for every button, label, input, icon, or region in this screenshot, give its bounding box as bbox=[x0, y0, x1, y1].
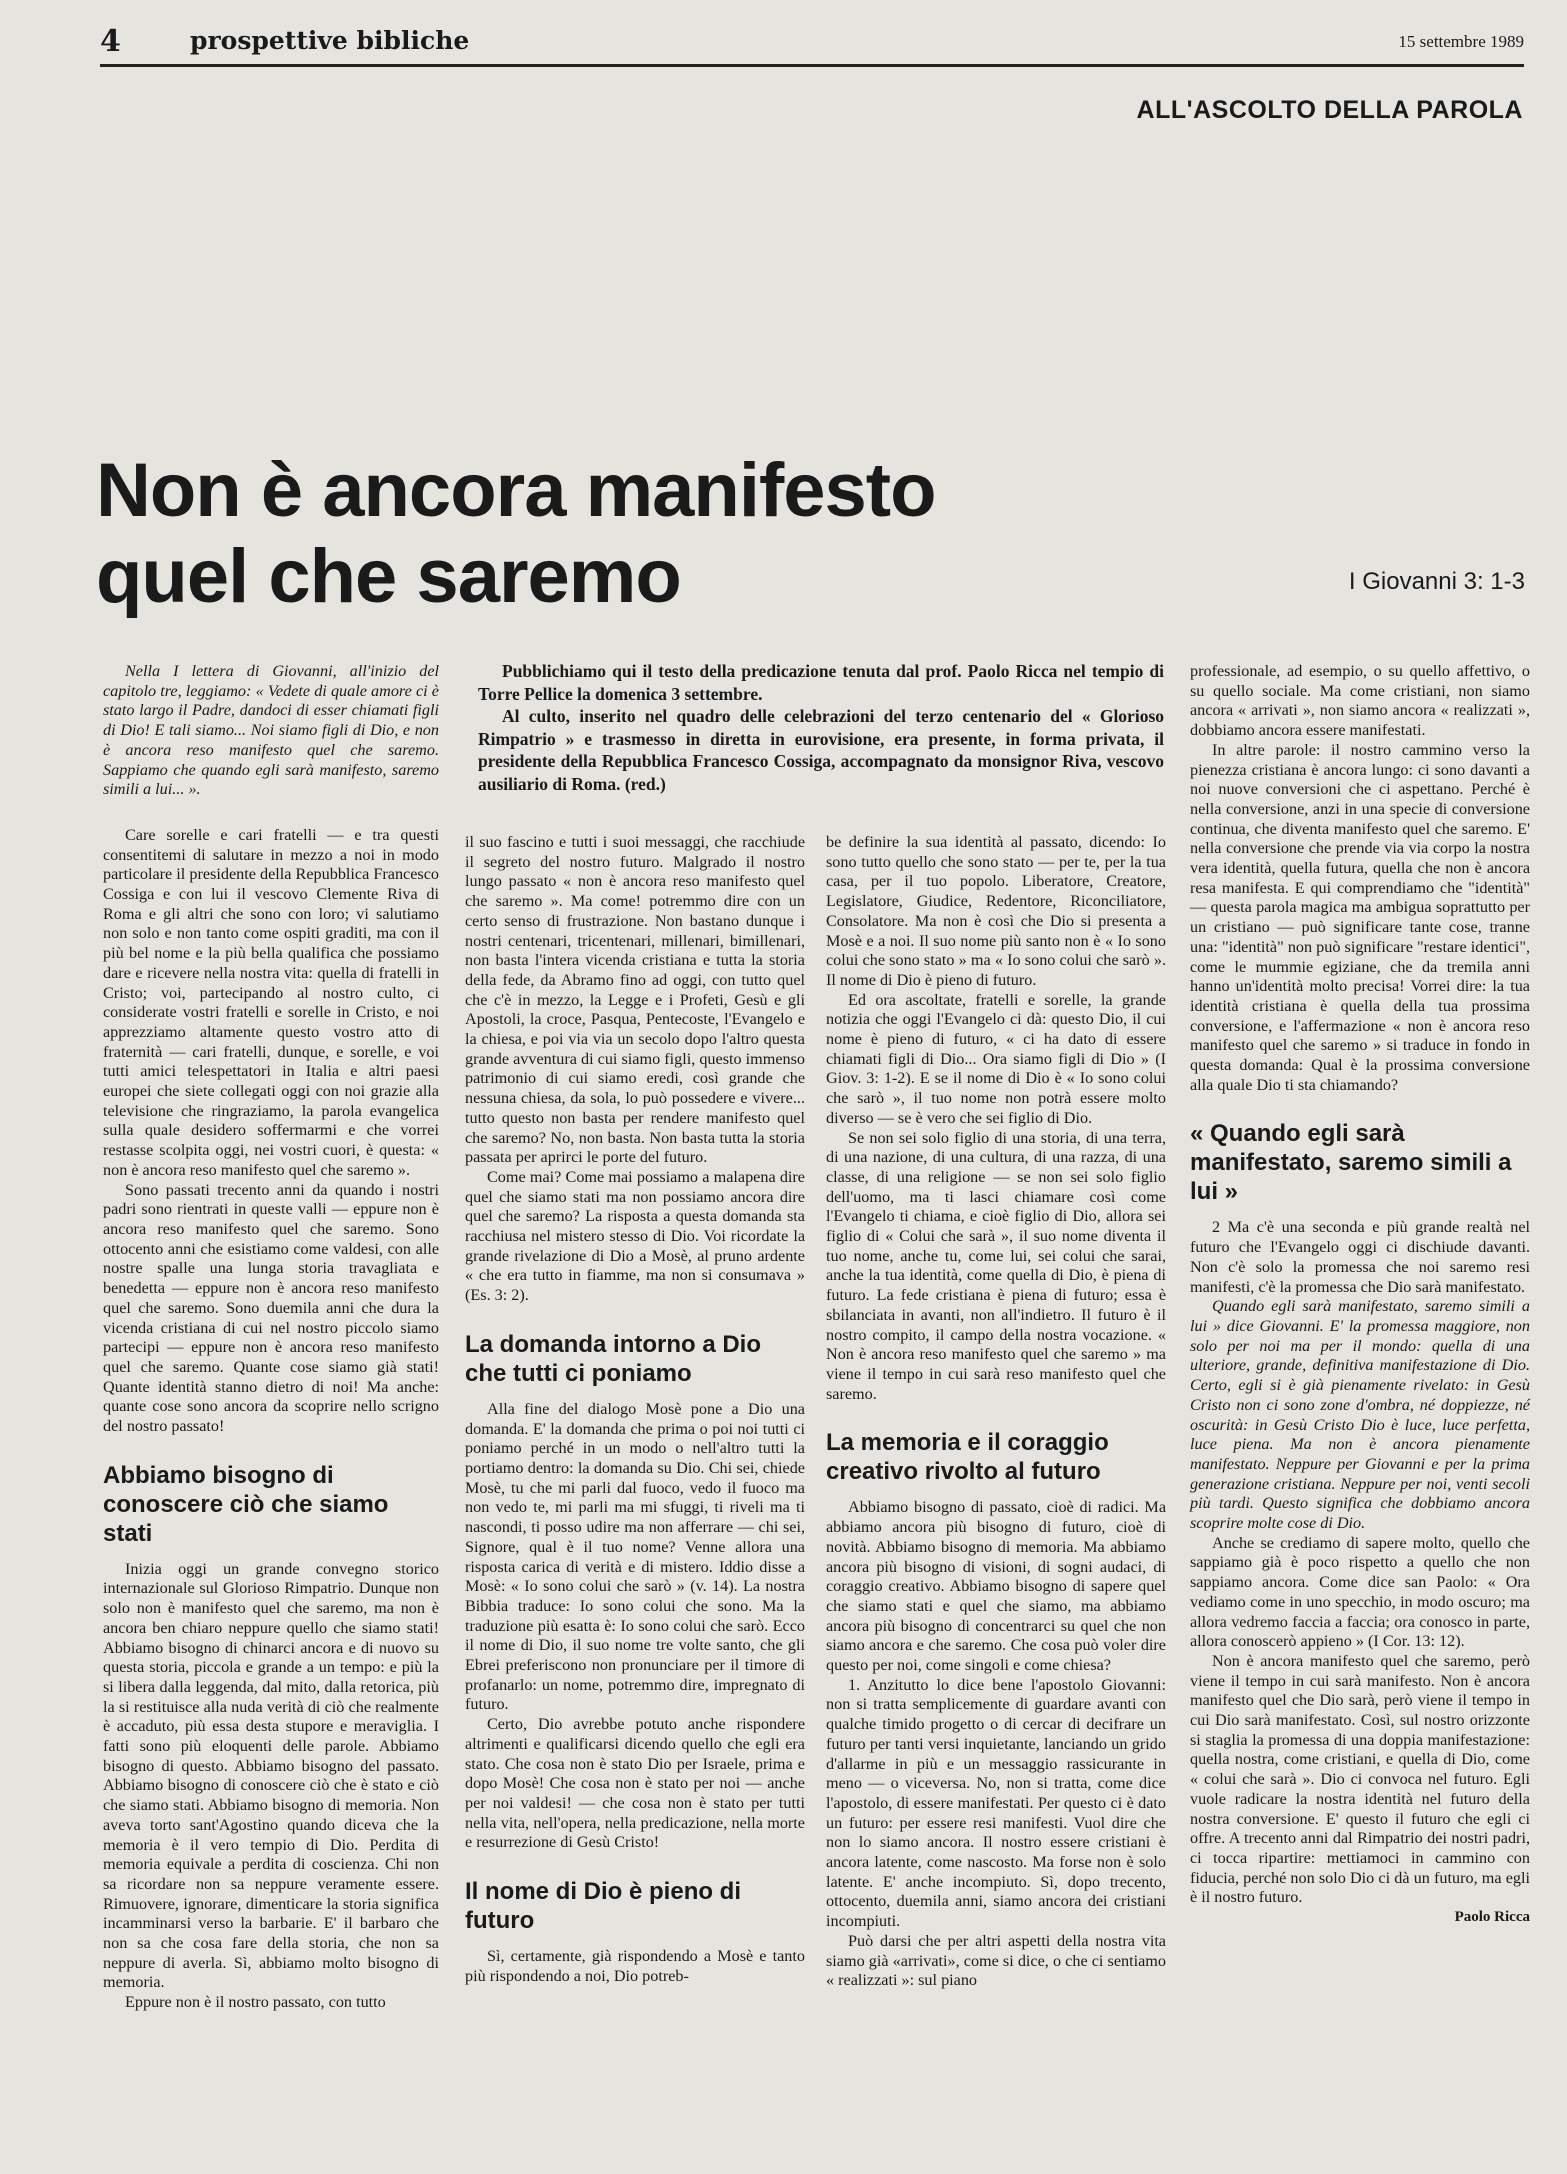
column-1 bbox=[103, 662, 439, 2013]
body-paragraph: Inizia oggi un grande convegno storico internazionale sul Glorioso Rimpatrio. Dunque non solo non è manifesto quel che saremo, ma non è ancora ben chiaro neppure quello che siamo stati! Abbiamo bisogno di chinarci ancora e di nuovo su questa storia, piccola e grande a un tempo: e più la si libera dalla leggenda, dal mito, dalla retorica, più la si restituisce alla nuda verità di ciò che realmente è accaduto, più essa desta stupore e meraviglia. I fatti sono più eloquenti delle parole. Abbiamo bisogno di questo. Abbiamo bisogno del passato. Abbiamo bisogno di conoscere ciò che è stato e ciò che siamo stati. Abbiamo bisogno di memoria. Non aveva torto sant'Agostino quando diceva che la memoria è il vero tempio di Dio. Perdita di memoria equivale a perdita di coscienza. Chi non sa ricordare non sa neppure veramente essere. Rimuovere, ignorare, dimenticare la storia significa incamminarsi verso la barbarie. E' il barbaro che non sa che cosa fare della storia, che non sa neppure di averla. Sì, abbiamo molto bisogno di memoria. bbox=[103, 1559, 439, 1992]
subheading: La memoria e il coraggio creativo rivolto al futuro bbox=[826, 1429, 1109, 1486]
body-paragraph: Anche se crediamo di sapere molto, quello che sappiamo già è poco rispetto a quello che non sappiamo ancora. Come dice san Paolo: « Ora vediamo come in uno specchio, in modo oscuro; ma allora vedremo faccia a faccia; ora conosco in parte, allora conoscerò appieno » (I Cor. 13: 12). bbox=[1190, 1533, 1530, 1651]
magazine-name: prospettive bibliche bbox=[190, 26, 470, 55]
body-paragraph: il suo fascino e tutti i suoi messaggi, che racchiude il segreto del nostro futuro. Malgrado il nostro lungo passato « non è ancora reso manifesto quel che saremo ». Ma come! potremmo dire con un certo senso di frustrazione. Non bastano dunque i nostri centenari, tricentenari, millenari, bimillenari, non basta l'intera vicenda cristiana e tutta la storia della fede, da Abramo fino ad oggi, con tutto quel che c'è in mezzo, la Legge e i Profeti, Gesù e gli Apostoli, la croce, Pasqua, Pentecoste, l'Evangelo e la chiesa, e poi via via un secolo dopo l'altro questa grande avventura di cui siamo figli, questo immenso patrimonio di cui siamo eredi, così grande che nessuna chiesa, da sola, lo può possedere e vivere... tutto questo non basta per rendere manifesto quel che saremo? No, non basta. Non basta tutta la storia passata per aprirci le porte del futuro. bbox=[465, 833, 805, 1167]
body-paragraph: Sono passati trecento anni da quando i nostri padri sono rientrati in queste valli — eppure non è ancora reso manifesto quel che saremo. Sono ottocento anni che esistiamo come valdesi, con alle nostre spalle una lunga storia travagliata e benedetta — eppure non è ancora reso manifesto quel che saremo. Sono duemila anni che dura la vicenda cristiana di cui nel nostro piccolo siamo partecipi — eppure non è ancora reso manifesto quel che saremo. Quante cose siamo già stati! Quante identità stanno dietro di noi! Ma anche: quante cose sono ancora da scoprire nello scrigno del nostro passato! bbox=[103, 1180, 439, 1436]
body-paragraph: Come mai? Come mai possiamo a malapena dire quel che siamo stati ma non possiamo ancora dire quel che saremo? La risposta a questa domanda sta racchiusa nel mistero stesso di Dio. Voi ricordate la grande rivelazione di Dio a Mosè, al pruno ardente « che era tutto in fiamme, ma non si consumava » (Es. 3: 2). bbox=[465, 1167, 805, 1305]
body-paragraph: be definire la sua identità al passato, dicendo: Io sono tutto quello che sono stato — per te, per la tua casa, per il tuo popolo. Liberatore, Creatore, Legislatore, Giudice, Redentore, Riconciliatore, Consolatore. Ma non è così che Dio si presenta a Mosè e a noi. Il suo nome più santo non è « Io sono colui che sono stato » ma « Io sono colui che sarò ». Il nome di Dio è pieno di futuro. bbox=[826, 833, 1166, 989]
subheading: Abbiamo bisogno di conoscere ciò che siamo stati bbox=[103, 1461, 389, 1547]
body-paragraph: 2 Ma c'è una seconda e più grande realtà nel futuro che l'Evangelo oggi ci dischiude davanti. Non c'è solo la promessa che noi saremo resi manifesti, c'è la promessa che Dio sarà manifestato. bbox=[1190, 1218, 1530, 1296]
intro-quote: Nella I lettera di Giovanni, all'inizio del capitolo tre, leggiamo: « Vedete di quale amore ci è stato largo il Padre, dandoci di esser chiamati figli di Dio! E tali siamo... Noi siamo figli di Dio, e non è ancora reso manifesto quel che saremo. Sappiamo che quando egli sarà manifesto, saremo simili a lui... ». bbox=[103, 662, 439, 799]
title-line-1: Non è ancora manifesto bbox=[96, 448, 936, 533]
subheading: La domanda intorno a Dio che tutti ci poniamo bbox=[465, 1330, 762, 1387]
page-header bbox=[100, 24, 1524, 64]
subheading: Il nome di Dio è pieno di futuro bbox=[465, 1878, 742, 1935]
body-paragraph: In altre parole: il nostro cammino verso la pienezza cristiana è ancora lungo: ci sono davanti a noi nuove conversioni che ci aspettano. Perché è nella conversione, anzi in una specie di conversione continua, che diventa manifesto quel che saremo. E' nella conversione che prende via via corpo la nostra vera identità, quella futura, quella che non è ancora resa manifesta. E qui comprendiamo che "identità" — questa parola magica ma ambigua soprattutto per un cristiano — può significare tante cose, tranne una: "identità" non può significare "restare identici", come le mummie egiziane, che da tremila anni hanno un'identità molto precisa! Vorrei dire: la tua identità cristiana è quella della tua prossima conversione, e l'affermazione « non è ancora reso manifesto quel che saremo » si traduce in fondo in questa domanda: Qual è la prossima conversione alla quale Dio ti sta chiamando? bbox=[1190, 740, 1530, 1094]
body-paragraph: Certo, Dio avrebbe potuto anche rispondere altrimenti e qualificarsi dicendo quello che egli era stato. Che cosa non è stato Dio per Israele, prima e dopo Mosè! Che cosa non è stato per noi — anche per noi valdesi! — che cosa non è stato per tutti nella vita, nell'opera, nella predicazione, nella morte e resurrezione di Gesù Cristo! bbox=[465, 1715, 805, 1852]
section-label: ALL'ASCOLTO DELLA PAROLA bbox=[1136, 96, 1523, 124]
body-paragraph: Eppure non è il nostro passato, con tutto bbox=[125, 1993, 386, 2012]
author-signature: Paolo Ricca bbox=[1454, 1909, 1530, 1926]
header-rule bbox=[100, 64, 1524, 67]
body-paragraph: 1. Anzitutto lo dice bene l'apostolo Giovanni: non si tratta semplicemente di guardare avanti con qualche timido progetto o di cercar di decifrare un futuro per tanti versi inquietante, lanciando un grido d'allarme in più e un messaggio rassicurante in meno — o viceversa. No, non si tratta, come dice l'apostolo, di essere manifestati. Per questo ci è dato un futuro: per essere resi manifesti. Vuol dire che non lo siamo ancora. Il nostro essere cristiani è ancora latente, come nascosto. Ma forse non è solo latente. E' anche incompiuto. Sì, dopo trecento, ottocento, duemila anni, siamo ancora dei cristiani incompiuti. bbox=[826, 1675, 1166, 1931]
lead-paragraph: Pubblichiamo qui il testo della predicazione tenuta dal prof. Paolo Ricca nel tempio di Torre Pellice la domenica 3 settembre. bbox=[478, 661, 1164, 704]
article-title bbox=[96, 448, 936, 620]
page-number: 4 bbox=[100, 24, 121, 59]
body-paragraph: Se non sei solo figlio di una storia, di una terra, di una nazione, di una cultura, di una razza, di una classe, di una religione — se non sei solo figlio dell'uomo, ma ti lasci chiamare così come l'Evangelo ti chiama, e cioè figlio di Dio, allora sei figlio di « Colui che sarà », il suo nome diventa il tuo nome, anche tu, come lui, sei colui che sarai, anche la tua identità, come quella di Dio, è piena di futuro. La fede cristiana è piena di futuro; essa è sbilanciata in avanti, non all'indietro. Il futuro è il nostro compito, il campo della nostra vocazione. « Non è ancora reso manifesto quel che saremo » ma viene il tempo in cui sarà reso manifesto quel che saremo. bbox=[826, 1128, 1166, 1403]
body-paragraph: Care sorelle e cari fratelli — e tra questi consentitemi di salutare in mezzo a noi in modo particolare il presidente della Repubblica Francesco Cossiga e con lui il vescovo Clemente Riva di Roma e gli altri che sono con loro; vi salutiamo non solo e non tanto come ospiti graditi, ma con il più bel nome e la più bella qualifica che possiamo dare e ricevere nella nostra vita: quella di fratelli in Cristo; voi, partecipando al nostro culto, ci considerate vostri fratelli e sorelle in Cristo, e noi apprezziamo altamente questo vostro atto di fraternità — cari fratelli, dunque, e sorelle, e voi tutti amici telespettatori in Italia e altri paesi europei che siete collegati oggi con noi grazie alla televisione che ringraziamo, la parola evangelica sulla quale desidero soffermarmi e che vorrei restasse scolpita oggi, nei vostri cuori, è questa: « non è ancora reso manifesto quel che saremo ». bbox=[103, 825, 439, 1179]
body-paragraph: Quando egli sarà manifestato, saremo simili a lui » dice Giovanni. E' la promessa maggiore, non solo per noi ma per il mondo: quella di una ulteriore, grande, definitiva manifestazione di Dio. Certo, egli si è già pienamente rivelato: in Gesù Cristo non ci sono zone d'ombra, né doppiezze, né oscurità: in Gesù Cristo Dio è luce, luce perfetta, luce piena. Ma non è ancora pienamente manifestato. Neppure per Giovanni e per la prima generazione cristiana. Neppure per noi, venti secoli più tardi. Questo significa che dobbiamo ancora scoprire molte cose di Dio. bbox=[1190, 1297, 1530, 1533]
body-paragraph: Non è ancora manifesto quel che saremo, però viene il tempo in cui sarà manifesto. Non è ancora manifesto quel che Dio sarà, però viene il tempo in cui Dio sarà manifestato. Così, sul nostro orizzonte si staglia la promessa di una doppia manifestazione: quella nostra, come cristiani, e quella di Dio, come « colui che sarà ». Dio ci convoca nel futuro. Egli vuole radicare la nostra identità nel futuro della nostra conversione. E' questo il futuro che egli ci offre. A trecento anni dal Rimpatrio dei nostri padri, ci tocca ripartire: mettiamoci in cammino con fiducia, perché non solo Dio ci dà un futuro, ma egli è il nostro futuro. bbox=[1190, 1651, 1530, 1907]
lead-paragraph: Al culto, inserito nel quadro delle celebrazioni del terzo centenario del « Glorioso Rimpatrio » e trasmesso in diretta in eurovisione, era presente, in forma privata, il presidente della Repubblica Francesco Cossiga, accompagnato da monsignor Riva, vescovo ausiliario di Roma. (red.) bbox=[478, 706, 1164, 794]
body-paragraph: Può darsi che per altri aspetti della nostra vita siamo già «arrivati», come si dice, o che ci sentiamo « realizzati »: sul piano bbox=[826, 1931, 1166, 1990]
editorial-lead bbox=[478, 660, 1164, 796]
column-4 bbox=[1190, 662, 1530, 1928]
subheading: « Quando egli sarà manifestato, saremo simili a lui » bbox=[1190, 1120, 1512, 1206]
title-line-2: quel che saremo bbox=[96, 534, 681, 619]
body-paragraph: professionale, ad esempio, o su quello affettivo, o su quello sociale. Ma come cristiani, non siamo ancora « arrivati », non siamo ancora « realizzati », dobbiamo ancora essere manifestati. bbox=[1190, 662, 1530, 740]
scripture-reference: I Giovanni 3: 1-3 bbox=[1348, 568, 1525, 595]
body-paragraph: Sì, certamente, già rispondendo a Mosè e tanto più rispondendo a noi, Dio potreb- bbox=[465, 1947, 805, 1985]
body-paragraph: Alla fine del dialogo Mosè pone a Dio una domanda. E' la domanda che prima o poi noi tutti ci poniamo perché in un modo o nell'altro tutti la portiamo dentro: la domanda su Dio. Chi sei, chiede Mosè, tu che mi parli dal fuoco, vedo il fuoco ma non vedo te, mi parli ma mi sfuggi, ti riveli ma ti nascondi, ti posso udire ma non afferrare — chi sei, Signore, qual è il tuo nome? Venne allora una risposta carica di verità e di mistero. Iddio disse a Mosè: « Io sono colui che sarò » (v. 14). La nostra Bibbia traduce: Io sono colui che sono. Ma la traduzione più esatta è: Io sono colui che sarò. Ecco il nome di Dio, il suo nome tre volte santo, che gli Ebrei preferiscono non pronunciare per il timore di profanarlo: un nome, potremmo dire, impregnato di futuro. bbox=[465, 1399, 805, 1714]
column-3 bbox=[826, 833, 1166, 1991]
body-paragraph: Abbiamo bisogno di passato, cioè di radici. Ma abbiamo ancora più bisogno di futuro, cioè di novità. Abbiamo bisogno di memoria. Ma abbiamo ancora più bisogno di visioni, di sogni audaci, di coraggio creativo. Abbiamo bisogno di sapere quel che siamo stati e quel che siamo, ma abbiamo ancora più bisogno di concentrarci su quel che non siamo ancora e che saremo. Che cosa può voler dire questo per noi, come singoli e come chiesa? bbox=[826, 1498, 1166, 1675]
column-2 bbox=[465, 833, 805, 1986]
issue-date: 15 settembre 1989 bbox=[1398, 32, 1524, 51]
body-paragraph: Ed ora ascoltate, fratelli e sorelle, la grande notizia che oggi l'Evangelo ci dà: questo Dio, il cui nome è pieno di futuro, « ci ha dato di essere chiamati figli di Dio... Ora siamo figli di Dio » (I Giov. 3: 1-2). E se il nome di Dio è « Io sono colui che sarò », il tuo nome non potrà essere molto diverso — se è vero che sei figlio di Dio. bbox=[826, 990, 1166, 1127]
